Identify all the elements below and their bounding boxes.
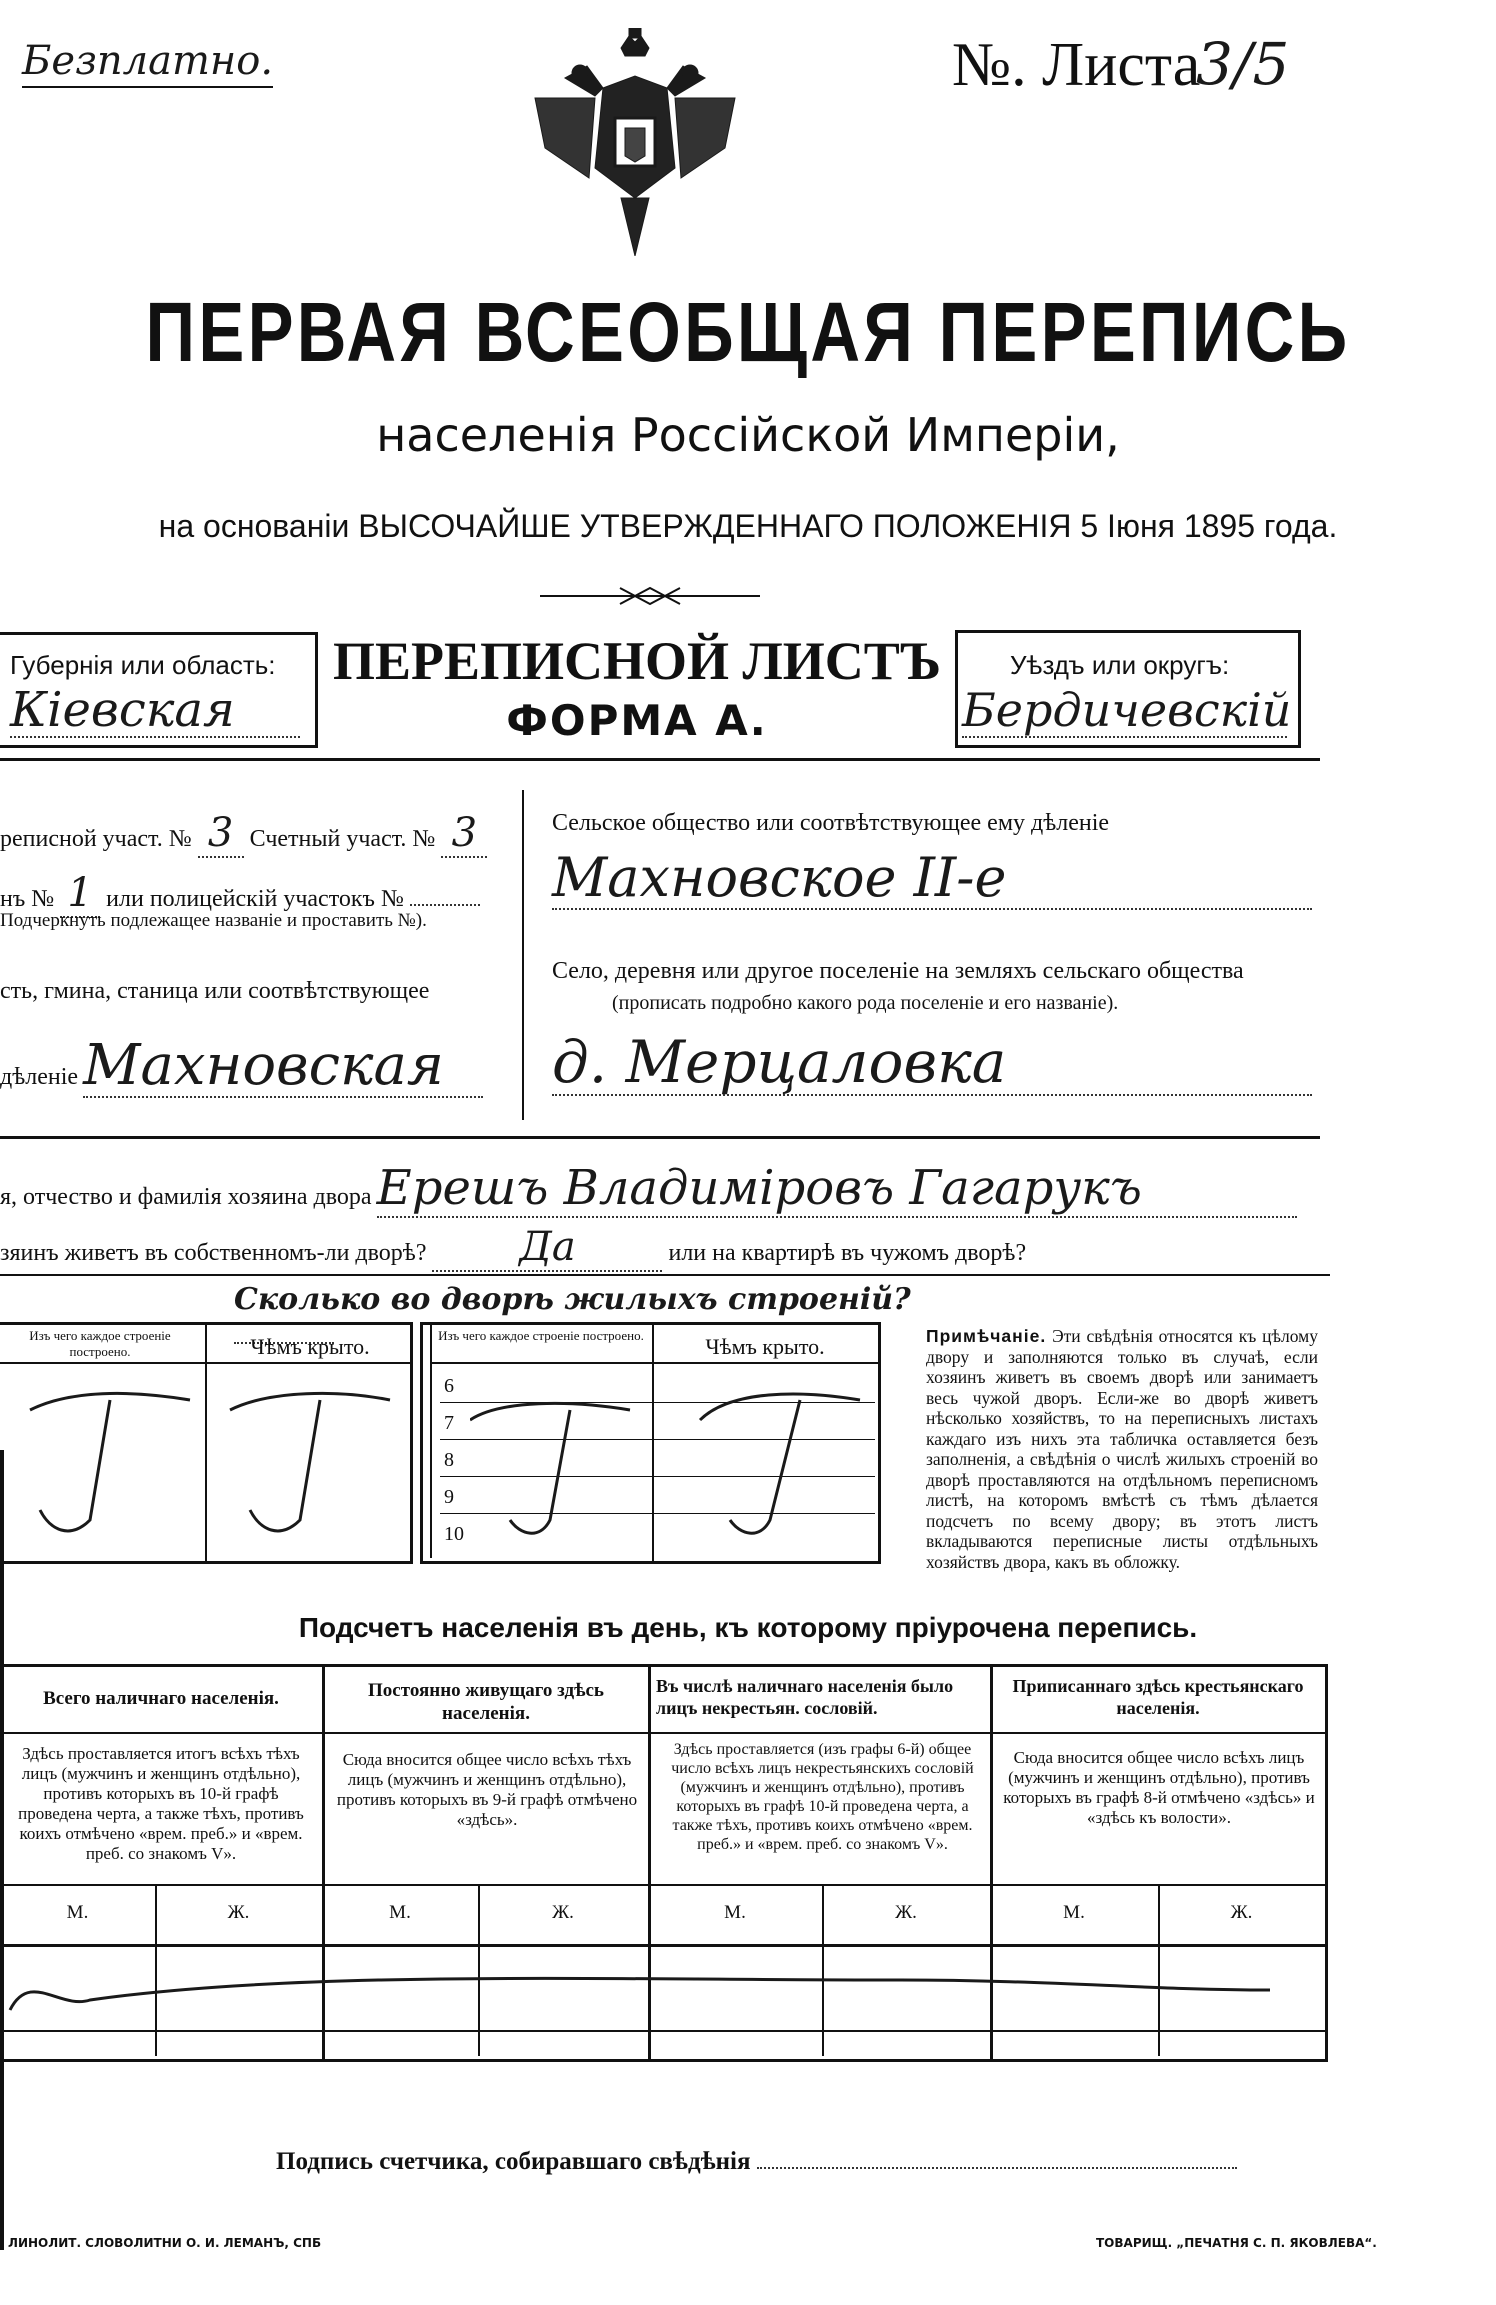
count-col1-body: Здѣсь проставляется итогъ всѣхъ тѣхъ лицъ (мужчинъ и женщинъ отдѣльно), противъ которыхъ въ 10-й графѣ проведена черта, а также тѣхъ, противъ коихъ отмѣчено «врем. преб.» и «врем. преб. со знакомъ V». xyxy=(18,1744,304,1863)
count-col3-header: Въ числѣ наличнаго населенія было лицъ некрестьян. сословій. xyxy=(656,1676,954,1718)
printer-right: ТОВАРИЩ. „ПЕЧАТНЯ С. П. ЯКОВЛЕВА“. xyxy=(1096,2236,1377,2250)
stan-value[interactable]: 1 xyxy=(60,870,100,918)
count-col2-f: Ж. xyxy=(552,1902,574,1923)
census-area-value[interactable]: 3 xyxy=(198,810,244,858)
double-headed-eagle-icon xyxy=(525,28,745,256)
count-col4-body: Сюда вносится общее число всѣхъ лицъ (мужчинъ и женщинъ отдѣльно), противъ которыхъ въ графѣ 8-й отмѣчено «здѣсь» и «здѣсь къ волости». xyxy=(1003,1748,1315,1827)
printer-left: ЛИНОЛИТ. СЛОВОЛИТНИ О. И. ЛЕМАНЪ, СПБ xyxy=(8,2236,322,2250)
form-variant: ФОРМА А. xyxy=(506,696,768,745)
stan-label: нъ № xyxy=(0,886,55,912)
census-title: ПЕРВАЯ ВСЕОБЩАЯ ПЕРЕПИСЬ xyxy=(145,285,1351,379)
buildings-note xyxy=(926,1326,1318,1572)
count-col1-m: М. xyxy=(66,1902,89,1923)
row-number: 9 xyxy=(444,1486,454,1508)
rented-label: или на квартирѣ въ чужомъ дворѣ? xyxy=(668,1240,1027,1266)
volost-label: сть, гмина, станица или соотвѣтствующее xyxy=(0,978,430,1004)
col-material-right: Изъ чего каждое строеніе построено. xyxy=(438,1328,644,1343)
count-title: Подсчетъ населенія въ день, къ которому пріурочена перепись. xyxy=(298,1612,1198,1643)
district-value[interactable]: Бердичевскій xyxy=(962,683,1292,737)
col-roof-left: Чѣмъ крыто. xyxy=(250,1334,370,1359)
underline-note: Подчеркнуть подлежащее названіе и проставить №). xyxy=(0,910,427,931)
handwritten-marks-right xyxy=(470,1370,870,1550)
village-label: Село, деревня или другое поселеніе на земляхъ сельскаго общества xyxy=(552,958,1244,984)
province-value[interactable]: Кіевская xyxy=(10,684,300,738)
form-name: ПЕРЕПИСНОЙ ЛИСТЪ xyxy=(332,631,942,691)
census-subtitle: населенія Россійской Имперіи, xyxy=(376,408,1120,462)
sheet-number-value: 3/5 xyxy=(1196,30,1290,98)
note-text: Эти свѣдѣнія относятся къ цѣлому двору и заполняются только въ случаѣ, если хозяинъ живетъ въ своемъ дворѣ или занимаетъ весь чужой дворъ. Если-же во дворѣ живетъ нѣсколько хозяйствъ, то на переписныхъ листахъ каждаго изъ нихъ эта табличка оставляется безъ заполненія, а свѣдѣнія о числѣ жилыхъ строеній во дворѣ проставляются на отдѣльномъ переписномъ листѣ, на которомъ вмѣстѣ съ тѣмъ дѣлается подсчетъ по всему двору; въ этотъ листъ вкладываются переписные листы отдѣльныхъ хозяйствъ двора, какъ въ обложку. xyxy=(926,1326,1319,1572)
owner-name-label: я, отчество и фамилія хозяина двора xyxy=(0,1184,372,1210)
village-note: (прописать подробно какого рода поселеніе и его названіе). xyxy=(612,992,1119,1014)
count-col3-body: Здѣсь проставляется (изъ графы 6-й) общее число всѣхъ лицъ некрестьянскихъ сословій (мужчинъ и женщинъ отдѣльно), противъ которыхъ въ графѣ 10-й проведена черта, а также тѣхъ, противъ коихъ отмѣчено «врем. преб.» и «врем. преб. со знакомъ V». xyxy=(671,1741,974,1853)
row-number: 8 xyxy=(444,1449,454,1471)
society-value[interactable]: Махновское II-е xyxy=(552,848,1312,910)
sheet-number-label: №. Листа xyxy=(952,31,1201,99)
count-area-value[interactable]: 3 xyxy=(441,810,487,858)
division-label: дѣленіе xyxy=(0,1064,79,1090)
row-numbers xyxy=(444,1368,464,1553)
volost-value[interactable]: Махновская xyxy=(83,1036,483,1098)
count-col3-m: М. xyxy=(724,1902,746,1923)
count-col4-header: Приписаннаго здѣсь крестьянскаго населенія. xyxy=(1012,1676,1304,1718)
signature-field[interactable] xyxy=(757,2167,1237,2169)
district-label: Уѣздъ или округъ: xyxy=(1010,650,1230,680)
count-col1-f: Ж. xyxy=(227,1902,250,1923)
row-number: 7 xyxy=(444,1412,454,1434)
village-value[interactable]: д. Мерцаловка xyxy=(552,1030,1312,1096)
count-col1-header: Всего наличнаго населенія. xyxy=(43,1688,279,1709)
ornament-divider xyxy=(540,584,760,608)
col-material-left: Изъ чего каждое строеніе построено. xyxy=(29,1328,171,1359)
note-label: Примѣчаніе. xyxy=(926,1326,1047,1346)
province-label: Губернія или область: xyxy=(10,650,276,680)
own-yard-label: зяинъ живетъ въ собственномъ-ли дворѣ? xyxy=(0,1240,427,1266)
count-col2-m: М. xyxy=(389,1902,411,1923)
owner-name-value[interactable]: Ерешъ Владиміровъ Гагарукъ xyxy=(377,1160,1297,1218)
police-label: или полицейскій участокъ № xyxy=(106,886,404,912)
binding-edge xyxy=(0,1450,4,2250)
count-col2-body: Сюда вносится общее число всѣхъ тѣхъ лицъ (мужчинъ и женщинъ отдѣльно), противъ которыхъ въ 9-й графѣ отмѣчено «здѣсь». xyxy=(336,1750,638,1829)
society-label: Сельское общество или соотвѣтствующее ему дѣленіе xyxy=(552,810,1110,836)
handwritten-marks-left xyxy=(10,1370,400,1550)
handwritten-dash-line xyxy=(0,1950,1325,2030)
own-yard-value[interactable]: Да xyxy=(432,1224,662,1272)
count-col3-f: Ж. xyxy=(895,1902,917,1923)
census-area-label: реписной участ. № xyxy=(0,826,192,852)
census-basis: на основаніи ВЫСОЧАЙШЕ УТВЕРЖДЕННАГО ПОЛОЖЕНІЯ 5 Іюня 1895 года. xyxy=(158,508,1338,544)
count-area-label: Счетный участ. № xyxy=(249,826,436,852)
free-label: Безплатно. xyxy=(22,38,273,88)
row-number: 10 xyxy=(444,1523,464,1545)
buildings-question: Сколько во дворѣ жилыхъ строеній? xyxy=(234,1282,911,1317)
count-col2-header: Постоянно живущаго здѣсь населенія. xyxy=(368,1680,604,1724)
count-col4-m: М. xyxy=(1063,1902,1085,1923)
signature-label: Подпись счетчика, собиравшаго свѣдѣнія xyxy=(276,2148,751,2175)
row-number: 6 xyxy=(444,1375,454,1397)
col-roof-right: Чѣмъ крыто. xyxy=(705,1334,825,1359)
count-col4-f: Ж. xyxy=(1230,1902,1253,1923)
